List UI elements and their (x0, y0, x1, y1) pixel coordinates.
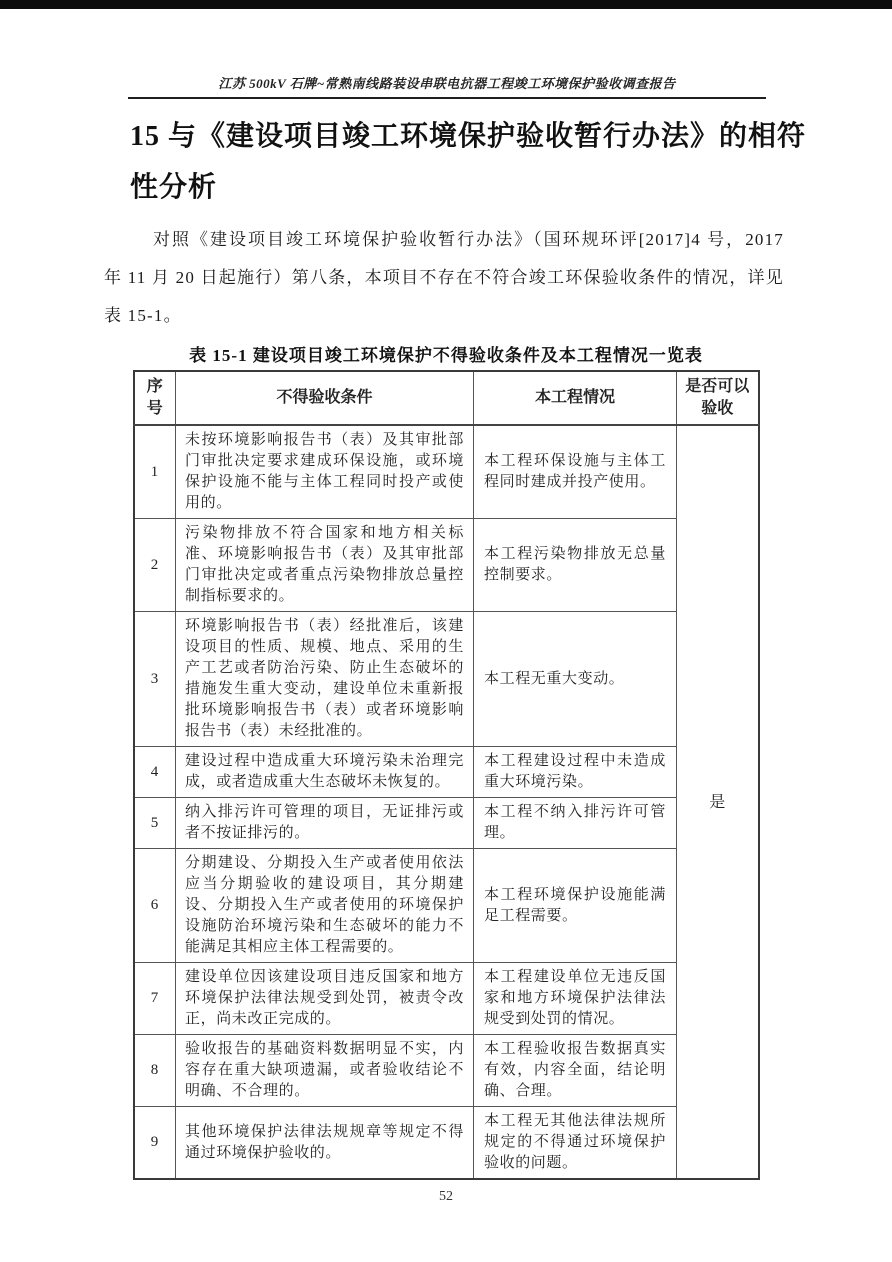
situation-cell: 本工程建设单位无违反国家和地方环境保护法律法规受到处罚的情况。 (474, 963, 677, 1035)
table-row (134, 612, 759, 747)
seq-cell: 3 (134, 612, 176, 747)
seq-cell: 2 (134, 519, 176, 612)
condition-cell: 分期建设、分期投入生产或者使用依法应当分期验收的建设项目，其分期建设、分期投入生产或者使用的环境保护设施防治环境污染和生态破坏的能力不能满足其相应主体工程需要的。 (176, 849, 474, 963)
table-row (134, 963, 759, 1035)
acceptance-cell: 是 (677, 425, 759, 1179)
situation-cell: 本工程污染物排放无总量控制要求。 (474, 519, 677, 612)
table-row (134, 798, 759, 849)
header-condition: 不得验收条件 (176, 371, 474, 425)
situation-cell: 本工程验收报告数据真实有效，内容全面，结论明确、合理。 (474, 1035, 677, 1107)
situation-cell: 本工程无其他法律法规所规定的不得通过环境保护验收的问题。 (474, 1107, 677, 1180)
condition-cell: 验收报告的基础资料数据明显不实，内容存在重大缺项遗漏，或者验收结论不明确、不合理的。 (176, 1035, 474, 1107)
seq-cell: 7 (134, 963, 176, 1035)
header-acceptance: 是否可以验收 (677, 371, 759, 425)
scan-edge-artifact (0, 0, 892, 9)
condition-cell: 其他环境保护法律法规规章等规定不得通过环境保护验收的。 (176, 1107, 474, 1180)
table-row (134, 747, 759, 798)
situation-cell: 本工程环境保护设施能满足工程需要。 (474, 849, 677, 963)
intro-paragraph: 对照《建设项目竣工环境保护验收暂行办法》（国环规环评[2017]4 号，2017 年 11 月 20 日起施行）第八条，本项目不存在不符合竣工环保验收条件的情况，详见表 15-1。 (104, 230, 784, 325)
table-row (134, 519, 759, 612)
condition-cell: 环境影响报告书（表）经批准后，该建设项目的性质、规模、地点、采用的生产工艺或者防治污染、防止生态破坏的措施发生重大变动，建设单位未重新报批环境影响报告书（表）或者环境影响报告书（表）未经批准的。 (176, 612, 474, 747)
seq-cell: 1 (134, 425, 176, 519)
page-title: 15 与《建设项目竣工环境保护验收暂行办法》的相符性分析 (130, 121, 807, 203)
seq-cell: 6 (134, 849, 176, 963)
document-page (0, 9, 892, 1205)
table-row (134, 849, 759, 963)
situation-cell: 本工程无重大变动。 (474, 612, 677, 747)
situation-cell: 本工程建设过程中未造成重大环境污染。 (474, 747, 677, 798)
situation-cell: 本工程环保设施与主体工程同时建成并投产使用。 (474, 425, 677, 519)
seq-cell: 5 (134, 798, 176, 849)
condition-cell: 纳入排污许可管理的项目，无证排污或者不按证排污的。 (176, 798, 474, 849)
page-number: 52 (439, 1189, 453, 1204)
table-header-row (134, 371, 759, 425)
condition-cell: 污染物排放不符合国家和地方相关标准、环境影响报告书（表）及其审批部门审批决定或者重点污染物排放总量控制指标要求的。 (176, 519, 474, 612)
header-situation: 本工程情况 (474, 371, 677, 425)
table-row (134, 1107, 759, 1180)
running-header-text: 江苏 500kV 石牌~常熟南线路装设串联电抗器工程竣工环境保护验收调查报告 (218, 76, 676, 91)
table-caption: 表 15-1 建设项目竣工环境保护不得验收条件及本工程情况一览表 (189, 346, 703, 365)
condition-cell: 未按环境影响报告书（表）及其审批部门审批决定要求建成环保设施，或环境保护设施不能与主体工程同时投产或使用的。 (176, 425, 474, 519)
table-row (134, 1035, 759, 1107)
condition-cell: 建设过程中造成重大环境污染未治理完成，或者造成重大生态破坏未恢复的。 (176, 747, 474, 798)
seq-cell: 4 (134, 747, 176, 798)
header-seq: 序号 (134, 371, 176, 425)
acceptance-table (133, 370, 760, 1180)
situation-cell: 本工程不纳入排污许可管理。 (474, 798, 677, 849)
seq-cell: 8 (134, 1035, 176, 1107)
running-header (128, 73, 766, 99)
seq-cell: 9 (134, 1107, 176, 1180)
condition-cell: 建设单位因该建设项目违反国家和地方环境保护法律法规受到处罚，被责令改正，尚未改正完成的。 (176, 963, 474, 1035)
table-row (134, 425, 759, 519)
